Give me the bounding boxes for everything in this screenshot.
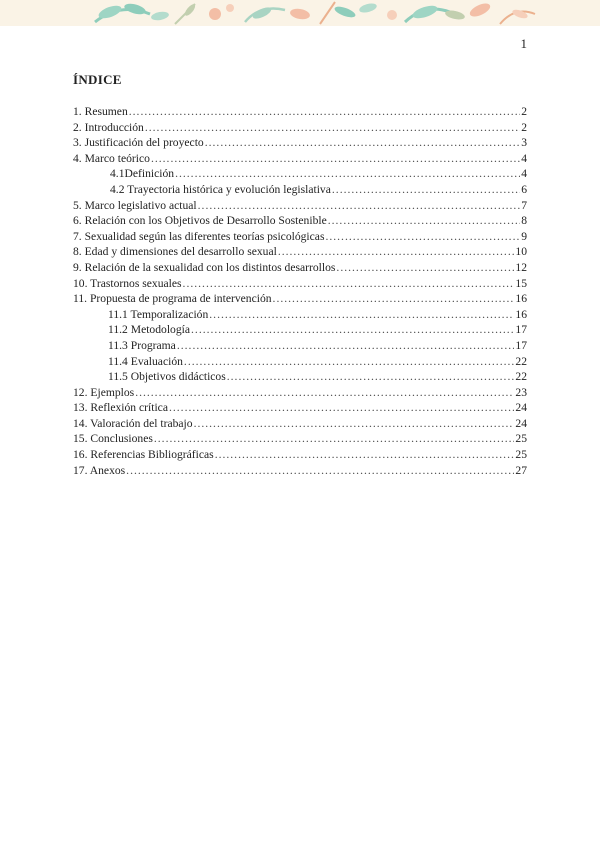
toc-dot-leader [135, 385, 514, 401]
toc-entry-label: 11.3 Programa [108, 338, 176, 352]
toc-dot-leader [169, 400, 514, 416]
toc-entry-page: 6 [521, 182, 527, 196]
toc-entry[interactable] [73, 338, 527, 354]
toc-entry-page: 9 [521, 229, 527, 243]
toc-entry[interactable] [73, 198, 527, 214]
toc-entry-page: 17 [515, 338, 527, 352]
toc-entry-label: 4.2 Trayectoria histórica y evolución legislativa [110, 182, 331, 196]
toc-entry-page: 22 [515, 370, 527, 384]
toc-dot-leader [328, 213, 520, 229]
toc-entry[interactable] [73, 447, 527, 463]
toc-entry-page: 12 [515, 260, 527, 274]
toc-entry-page: 25 [515, 448, 527, 462]
toc-entry-page: 17 [515, 323, 527, 337]
toc-entry[interactable] [73, 463, 527, 479]
toc-dot-leader [126, 463, 514, 479]
table-of-contents [73, 104, 527, 478]
toc-entry-label: 8. Edad y dimensiones del desarrollo sexual [73, 245, 277, 259]
toc-entry-label: 2. Introducción [73, 120, 144, 134]
toc-entry-page: 25 [515, 432, 527, 446]
toc-dot-leader [273, 291, 515, 307]
toc-entry-label: 14. Valoración del trabajo [73, 416, 193, 430]
toc-entry-label: 11. Propuesta de programa de intervención [73, 292, 272, 306]
toc-entry-label: 11.1 Temporalización [108, 307, 209, 321]
toc-entry-page: 15 [515, 276, 527, 290]
toc-dot-leader [154, 431, 515, 447]
toc-entry-page: 16 [515, 292, 527, 306]
toc-entry-label: 17. Anexos [73, 463, 126, 477]
toc-entry-page: 2 [521, 105, 527, 118]
toc-entry-page: 4 [521, 167, 527, 181]
toc-entry[interactable] [73, 400, 527, 416]
toc-entry-page: 10 [515, 245, 527, 259]
toc-dot-leader [184, 354, 514, 370]
toc-entry[interactable] [73, 166, 527, 182]
decorative-header-banner [0, 0, 600, 26]
toc-entry[interactable] [73, 260, 527, 276]
toc-dot-leader [175, 166, 520, 182]
toc-entry-label: 13. Reflexión crítica [73, 401, 168, 415]
toc-entry-label: 4. Marco teórico [73, 151, 150, 165]
toc-entry-page: 3 [521, 136, 527, 150]
toc-entry-label: 11.2 Metodología [108, 323, 191, 337]
toc-entry-label: 3. Justificación del proyecto [73, 136, 204, 150]
toc-entry[interactable] [73, 416, 527, 432]
toc-entry-page: 2 [521, 120, 527, 134]
toc-entry[interactable] [73, 431, 527, 447]
toc-entry-page: 23 [515, 385, 527, 399]
toc-dot-leader [205, 135, 520, 151]
toc-dot-leader [198, 198, 521, 214]
toc-dot-leader [332, 182, 520, 198]
toc-dot-leader [278, 244, 515, 260]
toc-entry-label: 1. Resumen [73, 105, 128, 118]
toc-entry-page: 7 [521, 198, 527, 212]
toc-entry-label: 10. Trastornos sexuales [73, 276, 182, 290]
toc-entry[interactable] [73, 182, 527, 198]
toc-entry-page: 16 [515, 307, 527, 321]
toc-entry-label: 7. Sexualidad según las diferentes teorías psicológicas [73, 229, 325, 243]
toc-entry[interactable] [73, 151, 527, 167]
toc-entry-label: 5. Marco legislativo actual [73, 198, 197, 212]
toc-entry-label: 15. Conclusiones [73, 432, 153, 446]
toc-entry-page: 22 [515, 354, 527, 368]
toc-entry-page: 27 [515, 463, 527, 477]
toc-entry[interactable] [73, 229, 527, 245]
toc-entry[interactable] [73, 244, 527, 260]
toc-entry[interactable] [73, 354, 527, 370]
toc-entry[interactable] [73, 120, 527, 136]
toc-entry[interactable] [73, 322, 527, 338]
toc-entry[interactable] [73, 291, 527, 307]
floral-banner-graphic [0, 0, 600, 26]
toc-entry-label: 11.4 Evaluación [108, 354, 183, 368]
toc-entry-page: 24 [515, 401, 527, 415]
toc-dot-leader [215, 447, 515, 463]
toc-dot-leader [194, 416, 515, 432]
toc-entry-page: 4 [521, 151, 527, 165]
toc-dot-leader [183, 276, 515, 292]
toc-entry-page: 8 [521, 214, 527, 228]
toc-entry-label: 11.5 Objetivos didácticos [108, 370, 226, 384]
toc-entry[interactable] [73, 307, 527, 323]
page-number: 1 [520, 36, 527, 51]
toc-entry-label: 9. Relación de la sexualidad con los distintos desarrollos [73, 260, 336, 274]
toc-entry[interactable] [73, 135, 527, 151]
toc-dot-leader [336, 260, 514, 276]
toc-entry-label: 16. Referencias Bibliográficas [73, 448, 214, 462]
toc-entry-label: 4.1Definición [110, 167, 175, 181]
toc-entry-label: 12. Ejemplos [73, 385, 135, 399]
toc-dot-leader [177, 338, 515, 354]
toc-dot-leader [209, 307, 514, 323]
toc-dot-leader [227, 369, 515, 385]
toc-entry-label: 6. Relación con los Objetivos de Desarrollo Sostenible [73, 214, 327, 228]
toc-dot-leader [151, 151, 520, 167]
toc-entry[interactable] [73, 104, 527, 120]
toc-dot-leader [129, 104, 520, 120]
toc-dot-leader [145, 120, 520, 136]
toc-entry-page: 24 [515, 416, 527, 430]
toc-entry[interactable] [73, 213, 527, 229]
toc-title: ÍNDICE [73, 72, 122, 87]
toc-entry[interactable] [73, 276, 527, 292]
toc-dot-leader [191, 322, 514, 338]
toc-entry[interactable] [73, 369, 527, 385]
toc-entry[interactable] [73, 385, 527, 401]
toc-dot-leader [325, 229, 520, 245]
